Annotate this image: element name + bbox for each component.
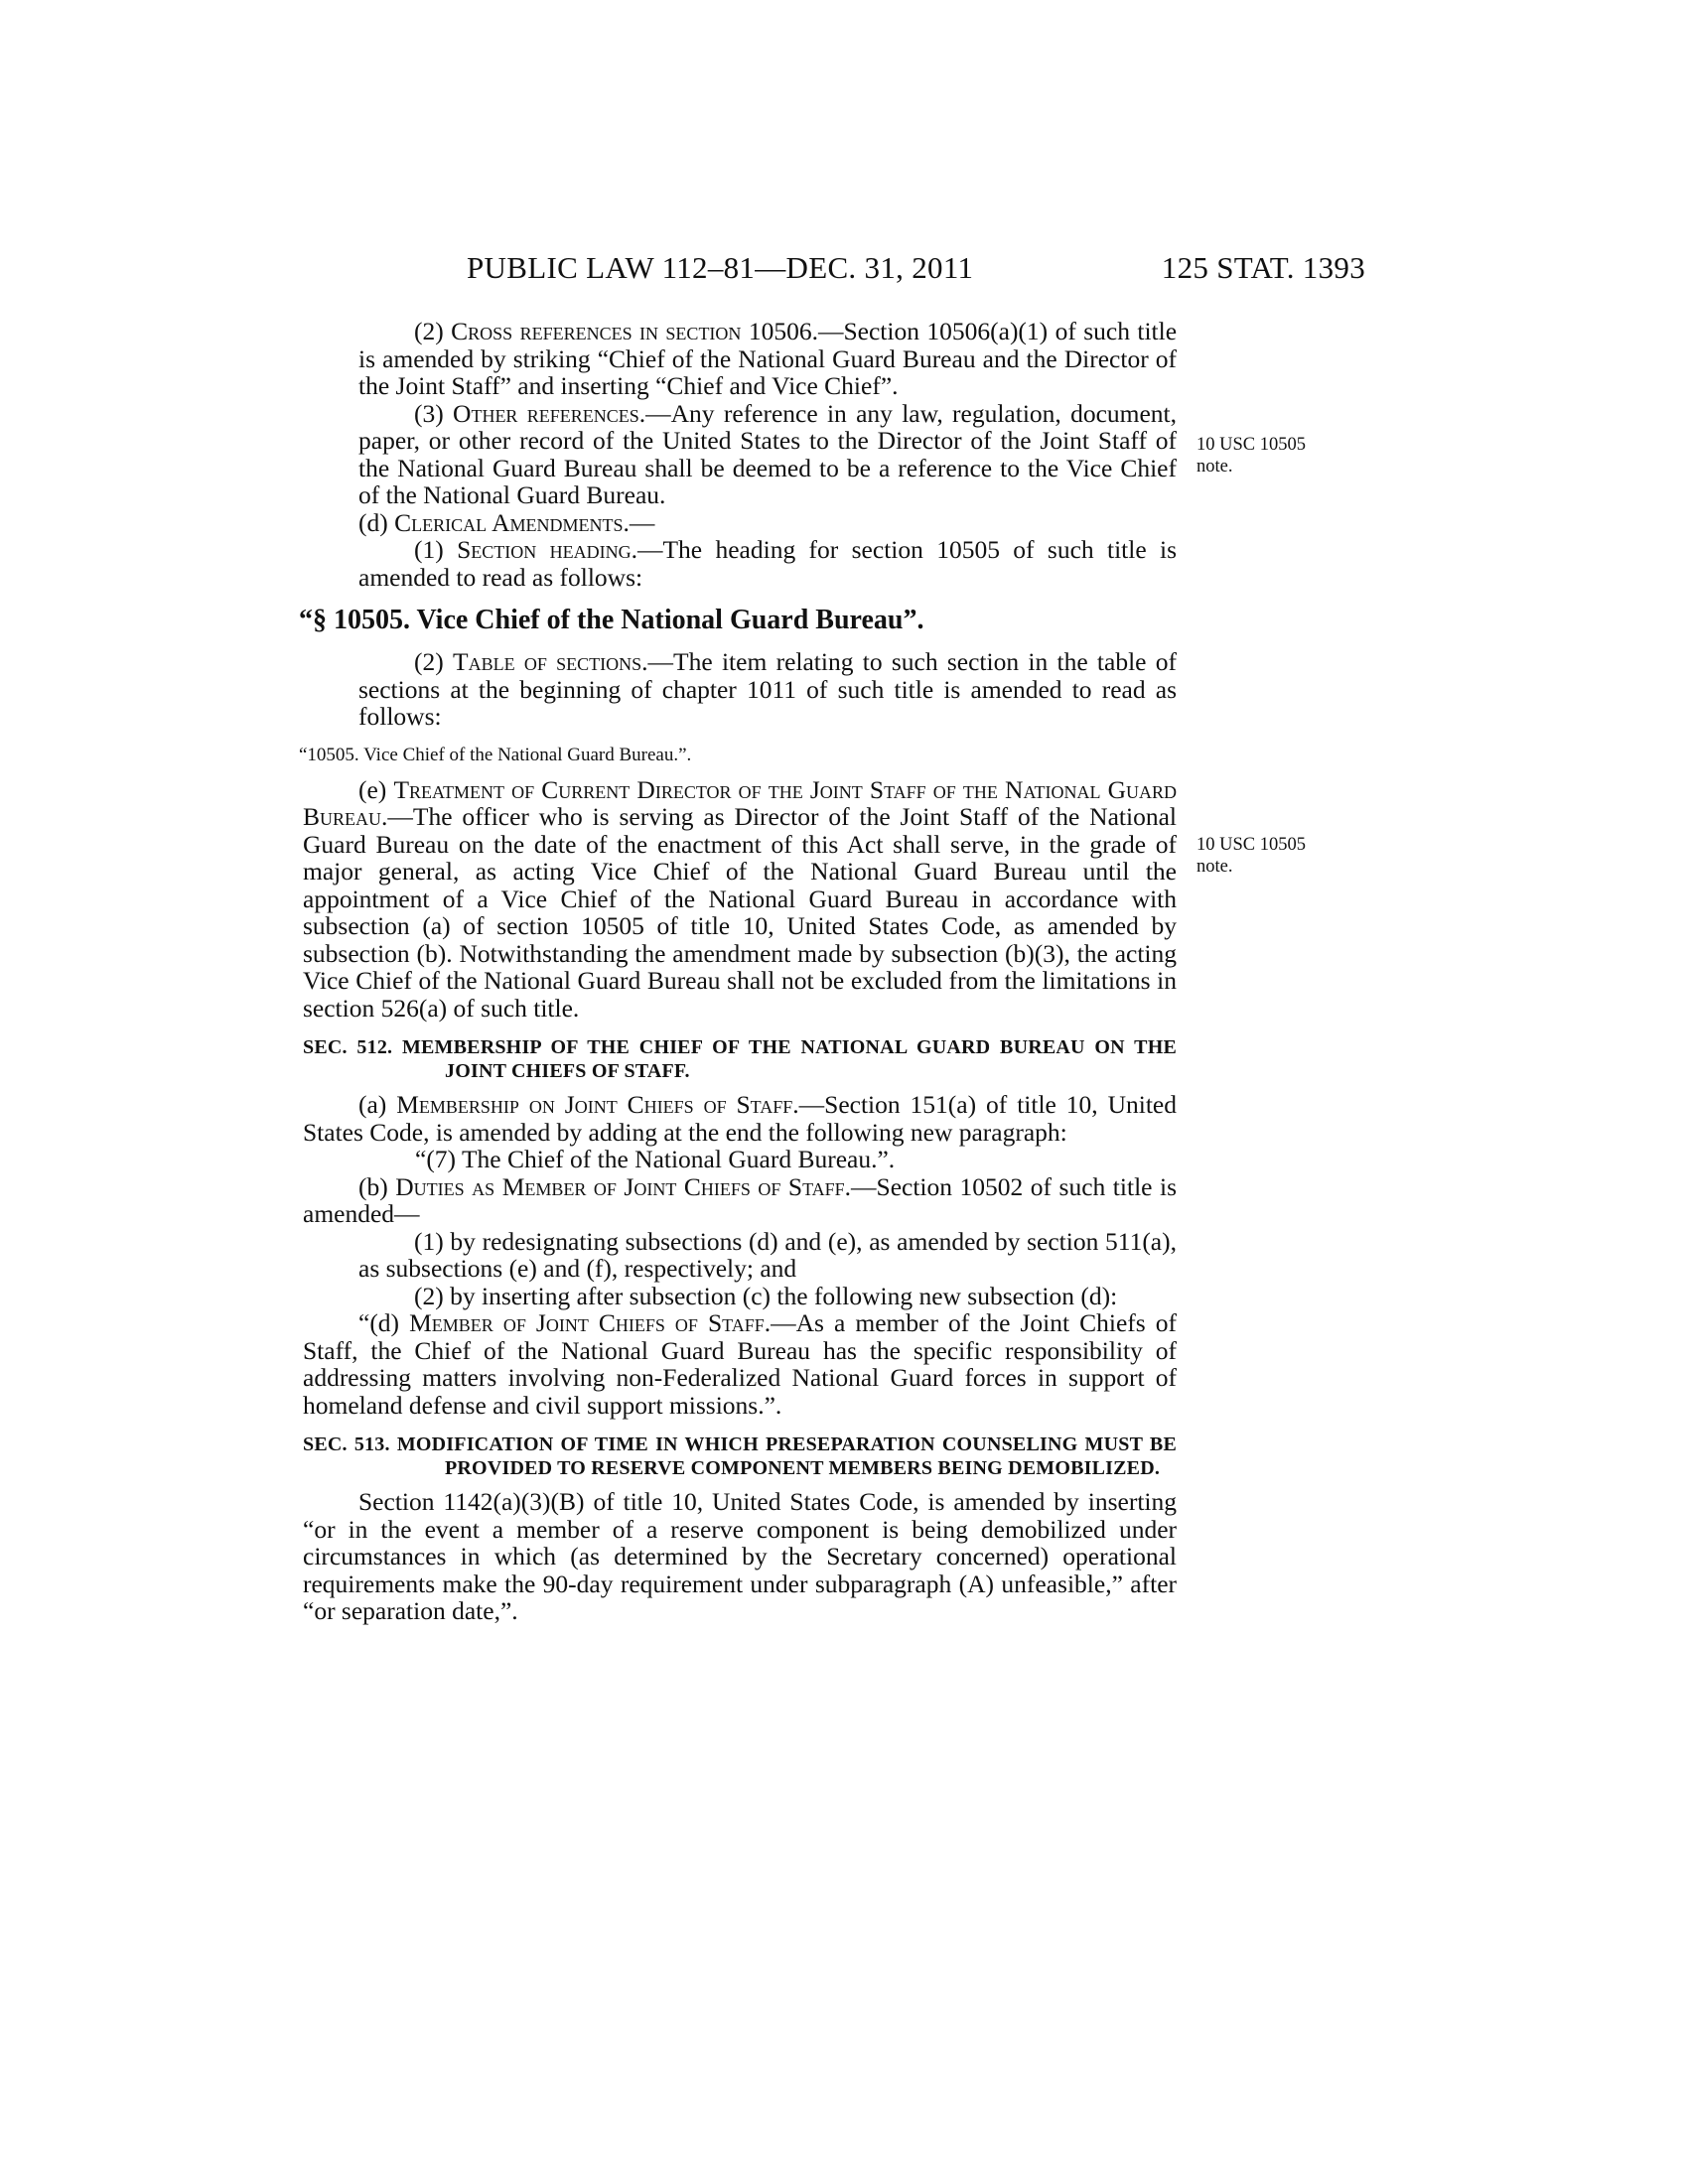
para-heading: Cross references in section (451, 317, 742, 345)
paragraph-member-joint-chiefs-text (303, 1309, 1177, 1419)
margin-note-citation: 10 USC 10505 (1196, 835, 1306, 855)
para-heading: Clerical Amendments (394, 507, 624, 537)
para-heading: Treatment of Current Director of the Joint Staff of the National Guard Bureau (303, 774, 1177, 831)
paragraph-clerical-amendments (303, 509, 1177, 537)
para-text: .—The item relating to such section in the table of sections at the beginning of chapter 1011 of such title is amended to read as follows: (358, 647, 1177, 731)
para-label: (2) (414, 647, 454, 676)
paragraph-section-513-text: Section 1142(a)(3)(B) of title 10, United States Code, is amended by inserting “or in the event a member of a reserve component is being demobilized under circumstances in which (as determined by the Secretary concerned) operational requirements make the 90-day requirement under subparagraph (A) unfeasible,” after “or separation date,”. (303, 1487, 1177, 1625)
para-text: .—Section 151(a) of title 10, United States Code, is amended by adding at the end the following new paragraph: (303, 1090, 1177, 1147)
para-text: .—The officer who is serving as Director of the Joint Staff of the National Guard Bureau on the date of the enactment of this Act shall serve, in the grade of major general, as acting Vice Chief of the National Guard Bureau until the appointment of a Vice Chief of the National Guard Bureau in accordance with subsection (a) of section 10505 of title 10, United States Code, as amended by subsection (b). Notwithstanding the amendment made by subsection (b)(3), the acting Vice Chief of the National Guard Bureau shall not be excluded from the limitations in section 526(a) of such title. (303, 802, 1177, 1023)
margin-note-suffix: note. (1196, 857, 1233, 877)
paragraph-membership-joint-chiefs (303, 1091, 1177, 1146)
para-heading: Member of Joint Chiefs of Staff (409, 1308, 765, 1337)
para-label: (d) (358, 507, 395, 537)
quoted-new-paragraph: “(7) The Chief of the National Guard Bureau.”. (415, 1145, 896, 1173)
section-10505-heading: “§ 10505. Vice Chief of the National Guard Bureau”. (299, 605, 924, 635)
paragraph-cross-references (303, 318, 1177, 400)
para-text: .—Any reference in any law, regulation, document, paper, or other record of the United States to the Director of the Joint Staff of the National Guard Bureau shall be deemed to be a reference to the Vice Chief of the National Guard Bureau. (358, 398, 1178, 509)
paragraph-duties-as-member (303, 1173, 1177, 1228)
para-label: (b) (358, 1171, 396, 1201)
para-label: (a) (358, 1090, 397, 1119)
para-text: .— (623, 507, 655, 537)
paragraph-inserting-subsection: (2) by inserting after subsection (c) the following new subsection (d): (414, 1281, 1118, 1310)
para-text: .—Section 10506(a)(1) of such title is amended by striking “Chief of the National Guard Bureau and the Director of the Joint Staff” and inserting “Chief and Vice Chief”. (358, 317, 1178, 400)
section-513-heading: SEC. 513. MODIFICATION OF TIME IN WHICH PRESEPARATION COUNSELING MUST BE PROVIDED TO RESERVE COMPONENT MEMBERS BEING DEMOBILIZED. (303, 1433, 1177, 1479)
paragraph-table-of-sections (303, 648, 1177, 731)
table-of-sections-entry: “10505. Vice Chief of the National Guard Bureau.”. (299, 744, 692, 765)
para-heading-number: 10506 (741, 317, 812, 345)
para-label: (3) (414, 398, 454, 428)
para-text: .—As a member of the Joint Chiefs of Staff, the Chief of the National Guard Bureau has the specific responsibility of addressing matters involving non-Federalized National Guard forces in support of homeland defense and civil support missions.”. (303, 1308, 1177, 1420)
para-heading: Duties as Member of Joint Chiefs of Staff (395, 1171, 845, 1201)
page-header (467, 250, 1365, 290)
para-text: .—The heading for section 10505 of such title is amended to read as follows: (358, 535, 1178, 592)
document-body (299, 317, 1178, 1625)
para-heading: Table of sections (453, 647, 642, 676)
para-label: (1) (414, 535, 458, 564)
para-label: (2) (414, 317, 452, 345)
para-heading: Section heading (457, 535, 632, 564)
margin-note-suffix: note. (1196, 457, 1233, 477)
public-law-title: PUBLIC LAW 112–81—DEC. 31, 2011 (467, 250, 974, 285)
paragraph-other-references (303, 400, 1177, 509)
paragraph-redesignating: (1) by redesignating subsections (d) and (e), as amended by section 511(a), as subsections (e) and (f), respectively; and (358, 1226, 1177, 1283)
paragraph-treatment-current-director (303, 776, 1177, 1023)
section-512-heading: SEC. 512. MEMBERSHIP OF THE CHIEF OF THE NATIONAL GUARD BUREAU ON THE JOINT CHIEFS OF STAFF. (303, 1036, 1177, 1082)
para-text: .—Section 10502 of such title is amended— (303, 1171, 1177, 1228)
para-heading: Membership on Joint Chiefs of Staff (396, 1090, 793, 1119)
paragraph-section-heading (303, 536, 1177, 591)
para-label: (e) (358, 774, 394, 804)
statute-page-number: 125 STAT. 1393 (1161, 250, 1365, 285)
margin-note-usc-2 (1196, 834, 1306, 878)
margin-note-usc-1 (1196, 434, 1306, 478)
para-label: “(d) (358, 1308, 410, 1337)
para-heading: Other references (453, 398, 639, 428)
margin-note-citation: 10 USC 10505 (1196, 435, 1306, 455)
